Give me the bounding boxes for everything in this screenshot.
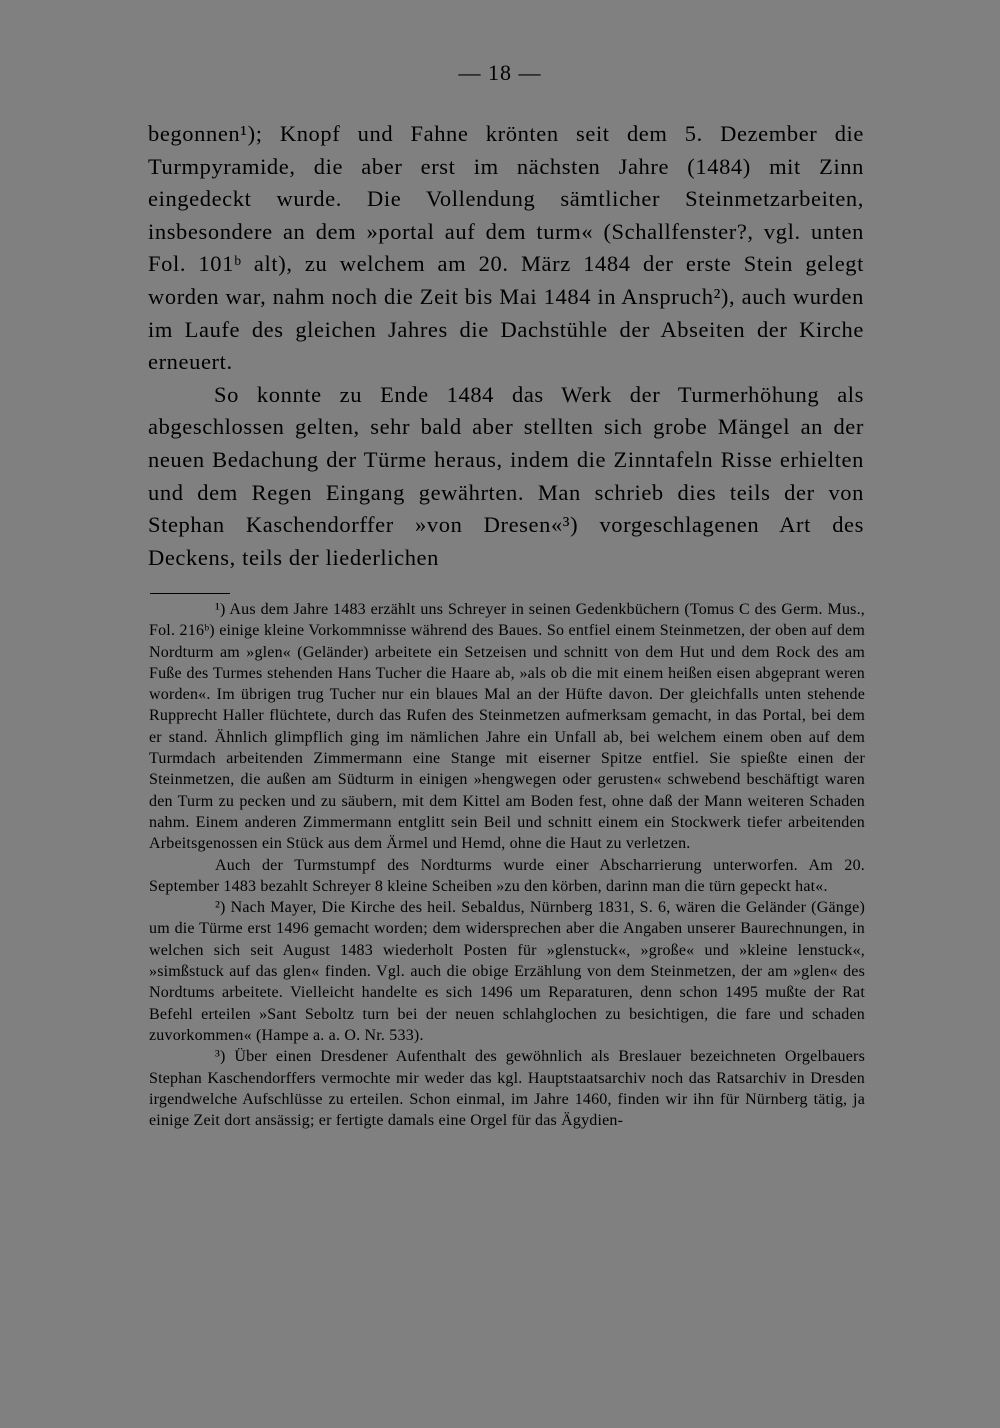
footnote-2: ²) Nach Mayer, Die Kirche des heil. Sebaldus, Nürnberg 1831, S. 6, wären die Geländer (Gänge) um die Türme erst 1496 gemacht worden; dem widersprechen aber die Angaben unserer Baurechnungen, in welchen sich seit August 1483 wiederholt Posten für »glenstuck«, »große« und »kleine lenstuck«, »simßstuck auf das glen« finden. Vgl. auch die obige Erzählung von dem Steinmetzen, der am »glen« des Nordtums arbeitete. Vielleicht handelte es sich 1496 um Reparaturen, denn schon 1495 mußte der Rat Befehl erteilen »Sant Seboltz turn bei der neuen schlahglochen zu besichtigen, die fare und schaden zuvorkommen« (Hampe a. a. O. Nr. 533).	[149, 899, 865, 1044]
paragraph-2: So konnte zu Ende 1484 das Werk der Turmerhöhung als abgeschlossen gelten, sehr bald aber stellten sich grobe Mängel an der neuen Bedachung der Türme heraus, indem die Zinntafeln Risse erhielten und dem Regen Eingang gewährten. Man schrieb dies teils der von Stephan Kaschendorffer »von Dresen«³) vorgeschlagenen Art des Deckens, teils der liederlichen	[148, 381, 864, 570]
page-number: — 18 —	[458, 60, 542, 85]
footnote-1: ¹) Aus dem Jahre 1483 erzählt uns Schreyer in seinen Gedenkbüchern (Tomus C des Germ. Mus., Fol. 216ᵇ) einige kleine Vorkommnisse während des Baues. So entfiel einem Steinmetzen, der oben auf dem Nordturm am »glen« (Geländer) arbeitete ein Setzeisen und schnitt von dem Hut und dem Rock des am Fuße des Turmes stehenden Hans Tucher die Haare ab, »als ob die mit einem heißen eisen abgeprant weren worden«. Im übrigen trug Tucher nur ein blaues Mal an der Hüfte davon. Der gleichfalls unten stehende Rupprecht Haller flüchtete, durch das Rufen des Steinmetzen aufmerksam gemacht, in das Portal, bei dem er stand. Ähnlich glimpflich ging im nämlichen Jahre ein Unfall ab, bei welchem einem oben auf dem Turmdach arbeitenden Zimmermann eine Stange mit eiserner Spitze entfiel. Sie spießte einen der Steinmetzen, die außen am Südturm in einigen »hengwegen oder gerusten« schwebend beschäftigt waren den Turm zu pecken und zu säubern, mit dem Kittel am Boden fest, ohne daß der Mann weiteren Schaden nahm. Einem anderen Zimmermann entglitt sein Beil und schnitt einem ein Stockwerk tiefer arbeitenden Arbeitsgenossen ein Stück aus dem Ärmel und Hemd, ohne die Haut zu verletzen.	[149, 601, 865, 853]
footnotes	[149, 599, 865, 1131]
main-text	[148, 118, 864, 574]
footnote-1-continuation: Auch der Turmstumpf des Nordturms wurde einer Abscharrierung unterworfen. Am 20. September 1483 bezahlt Schreyer 8 kleine Scheiben »zu den körben, darinn man die türn gepeckt hat«.	[149, 856, 865, 895]
paragraph-1: begonnen¹); Knopf und Fahne krönten seit dem 5. Dezember die Turmpyramide, die aber erst im nächsten Jahre (1484) mit Zinn eingedeckt wurde. Die Vollendung sämtlicher Steinmetzarbeiten, insbesondere an dem »portal auf dem turm« (Schallfenster?, vgl. unten Fol. 101ᵇ alt), zu welchem am 20. März 1484 der erste Stein gelegt worden war, nahm noch die Zeit bis Mai 1484 in Anspruch²), auch wurden im Laufe des gleichen Jahres die Dachstühle der Abseiten der Kirche erneuert.	[148, 121, 864, 375]
footnote-divider	[150, 593, 230, 594]
footnote-3: ³) Über einen Dresdener Aufenthalt des gewöhnlich als Breslauer bezeichneten Orgelbauers Stephan Kaschendorffers vermochte mir weder das kgl. Hauptstaatsarchiv noch das Ratsarchiv in Dresden irgendwelche Aufschlüsse zu erteilen. Schon einmal, im Jahre 1460, finden wir ihn für Nürnberg tätig, ja einige Zeit dort ansässig; er fertigte damals eine Orgel für das Ägydien-	[149, 1048, 865, 1130]
